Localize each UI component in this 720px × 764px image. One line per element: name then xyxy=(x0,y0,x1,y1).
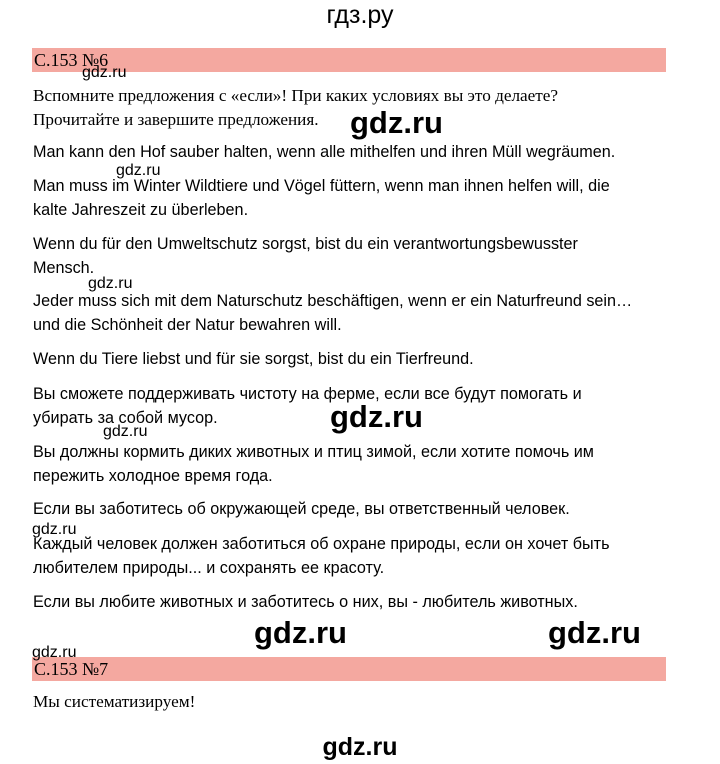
watermark-large: gdz.ru xyxy=(350,105,443,140)
paragraph-line: Mensch. xyxy=(33,259,95,277)
paragraph-5 xyxy=(33,289,683,337)
paragraph-line: Если вы любите животных и заботитесь о них, вы - любитель животных. xyxy=(33,593,578,611)
paragraph-line: Вы сможете поддерживать чистоту на ферме, если все будут помогать и xyxy=(33,385,582,403)
paragraph-line: пережить холодное время года. xyxy=(33,467,273,485)
section-header-7: С.153 №7 xyxy=(32,657,666,681)
paragraph-line: Man muss im Winter Wildtiere und Vögel füttern, wenn man ihnen helfen will, die xyxy=(33,177,610,195)
paragraph-line: Каждый человек должен заботиться об охране природы, если он хочет быть xyxy=(33,535,610,553)
paragraph-line: Jeder muss sich mit dem Naturschutz beschäftigen, wenn er ein Naturfreund sein… xyxy=(33,292,633,310)
watermark-small: gdz.ru xyxy=(103,423,148,440)
paragraph-9 xyxy=(33,497,683,521)
paragraph-10 xyxy=(33,532,683,580)
paragraph-line: Wenn du Tiere liebst und für sie sorgst, bist du ein Tierfreund. xyxy=(33,350,474,368)
paragraph-8 xyxy=(33,440,683,488)
watermark-small: gdz.ru xyxy=(32,521,77,538)
watermark-large: gdz.ru xyxy=(330,399,423,434)
paragraph-line: Man kann den Hof sauber halten, wenn alle mithelfen und ihren Müll wegräumen. xyxy=(33,143,616,161)
paragraph-line: Wenn du für den Umweltschutz sorgst, bist du ein verantwortungsbewusster xyxy=(33,235,578,253)
paragraph-11 xyxy=(33,590,683,614)
watermark-large: gdz.ru xyxy=(548,615,641,650)
watermark-bottom: gdz.ru xyxy=(322,733,398,761)
paragraph-line: Если вы заботитесь об окружающей среде, вы ответственный человек. xyxy=(33,500,570,518)
paragraph-line: любителем природы... и сохранять ее красоту. xyxy=(33,559,385,577)
paragraph-2 xyxy=(33,140,683,164)
paragraph-line: Вспомните предложения с «если»! При каких условиях вы это делаете? xyxy=(33,86,559,105)
paragraph-3 xyxy=(33,174,683,222)
paragraph-line: Прочитайте и завершите предложения. xyxy=(33,110,319,129)
watermark-small: gdz.ru xyxy=(116,162,161,179)
watermark-small: gdz.ru xyxy=(88,275,133,292)
paragraph-line: kalte Jahreszeit zu überleben. xyxy=(33,201,249,219)
section-header-6: С.153 №6 xyxy=(32,48,666,72)
paragraph-line: убирать за собой мусор. xyxy=(33,409,218,427)
paragraph-6 xyxy=(33,347,683,371)
watermark-large: gdz.ru xyxy=(254,615,347,650)
section2-text: Мы систематизируем! xyxy=(33,692,196,711)
watermark-small: gdz.ru xyxy=(32,644,77,661)
paragraph-4 xyxy=(33,232,683,280)
paragraph-line: und die Schönheit der Natur bewahren will. xyxy=(33,316,342,334)
site-title: гдз.ру xyxy=(326,1,394,29)
paragraph-line: Вы должны кормить диких животных и птиц зимой, если хотите помочь им xyxy=(33,443,594,461)
watermark-small: gdz.ru xyxy=(82,64,127,81)
